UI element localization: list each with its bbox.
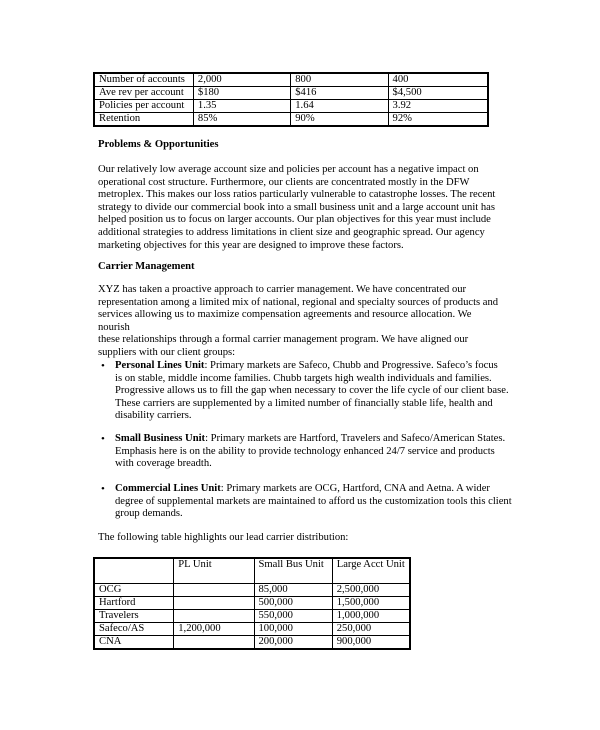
carrier-paragraph: XYZ has taken a proactive approach to carrier management. We have concentrated our representation among a limited mix of national, regional and specialty sources of products and services allowing us to maximize compensation agreements and resource allocation. We nourish these relationships through a formal carrier management program. We have aligned our suppliers with our client groups: — [98, 284, 499, 358]
table-cell: Retention — [94, 113, 193, 127]
table-row — [94, 597, 410, 610]
table-header-row — [94, 558, 410, 584]
table-row — [94, 584, 410, 597]
bullet-icon: • — [101, 483, 105, 495]
table-header-cell: Small Bus Unit — [254, 558, 332, 584]
bullet-icon: • — [101, 433, 105, 445]
bullet-text: : Primary markets are Hartford, Travelers and Safeco/American States. Emphasis here is on the ability to provide technology enhanced 24/7 service and products with coverage breadth. — [115, 433, 506, 470]
bullet-small-business — [115, 433, 517, 471]
table-cell: Number of accounts — [94, 73, 193, 87]
table-header-cell: PL Unit — [174, 558, 254, 584]
table-cell: 200,000 — [254, 636, 332, 650]
table-row — [94, 73, 488, 87]
table-cell: 250,000 — [332, 623, 410, 636]
table-cell: 400 — [388, 73, 488, 87]
table-cell — [174, 597, 254, 610]
table-row — [94, 623, 410, 636]
carrier-distribution-table — [93, 557, 411, 650]
table-cell: 85% — [193, 113, 290, 127]
bullet-personal-lines — [115, 360, 517, 423]
bullet-title: Commercial Lines Unit — [115, 483, 221, 494]
table-cell — [174, 584, 254, 597]
table-cell — [174, 610, 254, 623]
bullet-title: Personal Lines Unit — [115, 360, 205, 371]
table-intro: The following table highlights our lead carrier distribution: — [98, 532, 349, 543]
bullet-icon: • — [101, 360, 105, 372]
table-cell: 2,500,000 — [332, 584, 410, 597]
table-cell: Hartford — [94, 597, 174, 610]
table-row — [94, 636, 410, 650]
table-cell: 1.64 — [291, 100, 388, 113]
table-cell: 100,000 — [254, 623, 332, 636]
table-header-cell: Large Acct Unit — [332, 558, 410, 584]
table-row — [94, 610, 410, 623]
table-cell: $4,500 — [388, 87, 488, 100]
table-cell: $416 — [291, 87, 388, 100]
table-cell: Ave rev per account — [94, 87, 193, 100]
bullet-commercial-lines — [115, 483, 517, 521]
table-cell: Travelers — [94, 610, 174, 623]
table-cell: 90% — [291, 113, 388, 127]
table-row — [94, 113, 488, 127]
bullet-text: : Primary markets are Safeco, Chubb and Progressive. Safeco’s focus is on stable, middle income families. Chubb targets high wealth individuals and families. Progressive allows us to fill the gap when necessary to cover the life cycle of our client base. These carriers are supplemented by a limited number of financially stable life, health and disability carriers. — [115, 360, 509, 422]
table-cell: 550,000 — [254, 610, 332, 623]
table-cell: 92% — [388, 113, 488, 127]
table-cell: 1,200,000 — [174, 623, 254, 636]
table-cell: 1.35 — [193, 100, 290, 113]
table-row — [94, 100, 488, 113]
table-cell: 3.92 — [388, 100, 488, 113]
table-cell: 800 — [291, 73, 388, 87]
table-cell: Policies per account — [94, 100, 193, 113]
table-cell: $180 — [193, 87, 290, 100]
problems-heading: Problems & Opportunities — [98, 139, 219, 150]
table-cell: Safeco/AS — [94, 623, 174, 636]
bullet-text: : Primary markets are OCG, Hartford, CNA and Aetna. A wider degree of supplemental markets are maintained to afford us the customization tools this client group demands. — [115, 483, 512, 520]
table-cell — [174, 636, 254, 650]
table-cell: 1,000,000 — [332, 610, 410, 623]
table-cell: 2,000 — [193, 73, 290, 87]
table-cell: CNA — [94, 636, 174, 650]
summary-table — [93, 72, 489, 127]
table-row — [94, 87, 488, 100]
table-cell: 85,000 — [254, 584, 332, 597]
carrier-heading: Carrier Management — [98, 261, 195, 272]
bullet-title: Small Business Unit — [115, 433, 206, 444]
table-cell: 1,500,000 — [332, 597, 410, 610]
table-header-cell — [94, 558, 174, 584]
table-cell: OCG — [94, 584, 174, 597]
table-cell: 500,000 — [254, 597, 332, 610]
problems-paragraph: Our relatively low average account size and policies per account has a negative impact on operational cost structure. Furthermore, our clients are concentrated mostly in the DFW metroplex. This makes our loss ratios particularly vulnerable to catastrophe losses. The recent strategy to divide our commercial book into a small business unit and a large account unit has helped position us to focus on larger accounts. Our plan objectives for this year must include additional strategies to address limitations in client size and geographic spread. Our agency marketing objectives for this year are designed to improve these factors. — [98, 164, 496, 251]
table-cell: 900,000 — [332, 636, 410, 650]
